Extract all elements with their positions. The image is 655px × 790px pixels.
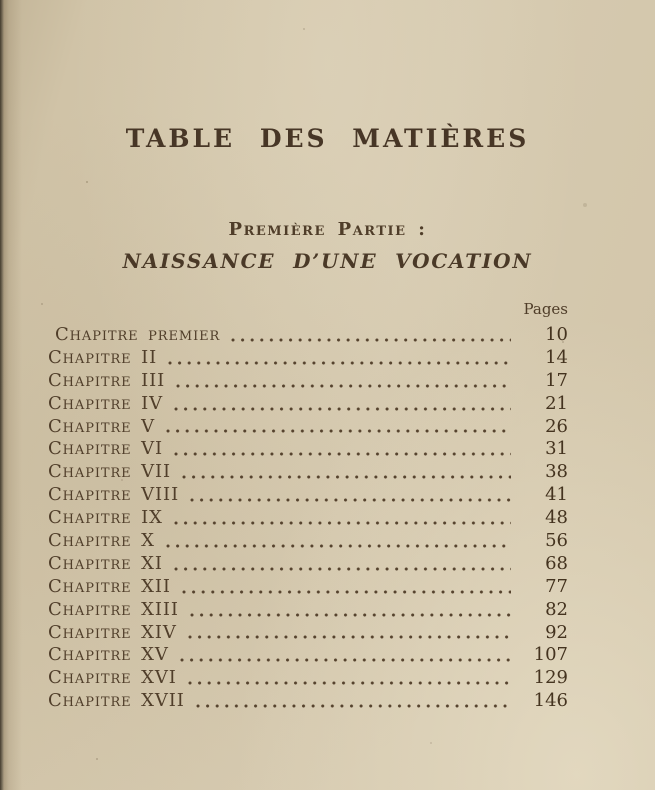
chapter-label: Chapitre X: [48, 530, 155, 552]
leader-dots: [188, 681, 511, 685]
page-number: 56: [545, 530, 568, 552]
toc-row: [48, 622, 568, 645]
chapter-label: Chapitre II: [48, 346, 158, 368]
leader-dots: [188, 635, 511, 639]
toc-row: [48, 461, 568, 484]
leader-dots: [174, 407, 511, 411]
part-heading: Première Partie :: [228, 219, 427, 240]
leader-dots: [168, 361, 511, 365]
chapter-label: Chapitre XVI: [48, 667, 177, 689]
toc-row: [48, 484, 568, 507]
toc-row: [48, 690, 568, 713]
chapter-label: Chapitre VIII: [48, 484, 180, 506]
page-number: 77: [545, 575, 568, 597]
chapter-label: Chapitre XI: [48, 552, 163, 574]
page-number: 17: [545, 369, 568, 391]
page-number: 41: [545, 484, 568, 506]
toc-row: [48, 599, 568, 622]
page-number: 146: [533, 690, 568, 712]
page-number: 129: [533, 667, 568, 689]
toc-row: [48, 438, 568, 461]
page-number: 38: [545, 461, 568, 483]
page-number: 92: [545, 621, 568, 643]
chapter-label: Chapitre IX: [48, 507, 163, 529]
page-gutter-shadow: [0, 0, 22, 790]
leader-dots: [180, 658, 511, 662]
toc-row: [48, 370, 568, 393]
toc-row: [48, 644, 568, 667]
chapter-label: Chapitre VI: [48, 438, 164, 460]
page-number: 26: [545, 415, 568, 437]
chapter-label: Chapitre V: [48, 415, 156, 437]
leader-dots: [190, 498, 511, 502]
leader-dots: [196, 704, 511, 708]
leader-dots: [182, 475, 511, 479]
leader-dots: [190, 613, 511, 617]
page-number: 48: [545, 507, 568, 529]
page-number: 21: [545, 392, 568, 414]
leader-dots: [174, 452, 511, 456]
pages-column-header: Pages: [523, 300, 568, 318]
chapter-label: Chapitre premier: [55, 324, 221, 345]
page-number: 10: [545, 324, 568, 345]
toc-row: [48, 530, 568, 553]
chapter-label: Chapitre XV: [48, 644, 169, 666]
chapter-label: Chapitre XVII: [48, 690, 185, 712]
toc-row: [48, 553, 568, 576]
chapter-label: Chapitre VII: [48, 461, 172, 483]
toc-row: [48, 507, 568, 530]
leader-dots: [182, 590, 511, 594]
table-of-contents: [48, 324, 568, 713]
leader-dots: [176, 384, 511, 388]
toc-row: [48, 347, 568, 370]
toc-row: [48, 324, 568, 347]
chapter-label: Chapitre XII: [48, 575, 171, 597]
part-subtitle: NAISSANCE D’UNE VOCATION: [122, 249, 533, 273]
page-number: 31: [545, 438, 568, 460]
leader-dots: [166, 544, 511, 548]
chapter-label: Chapitre XIV: [48, 621, 177, 643]
leader-dots: [231, 338, 511, 342]
leader-dots: [174, 567, 511, 571]
leader-dots: [166, 429, 511, 433]
toc-row: [48, 393, 568, 416]
page-number: 68: [545, 552, 568, 574]
page-number: 14: [545, 346, 568, 368]
chapter-label: Chapitre III: [48, 369, 166, 391]
page-number: 107: [533, 644, 568, 666]
chapter-label: Chapitre XIII: [48, 598, 179, 620]
chapter-label: Chapitre IV: [48, 392, 164, 414]
paper-speckles: [0, 0, 2, 2]
page-number: 82: [545, 598, 568, 620]
leader-dots: [174, 521, 511, 525]
toc-row: [48, 416, 568, 439]
toc-row: [48, 576, 568, 599]
page-title: TABLE DES MATIÈRES: [125, 124, 530, 153]
toc-row: [48, 667, 568, 690]
